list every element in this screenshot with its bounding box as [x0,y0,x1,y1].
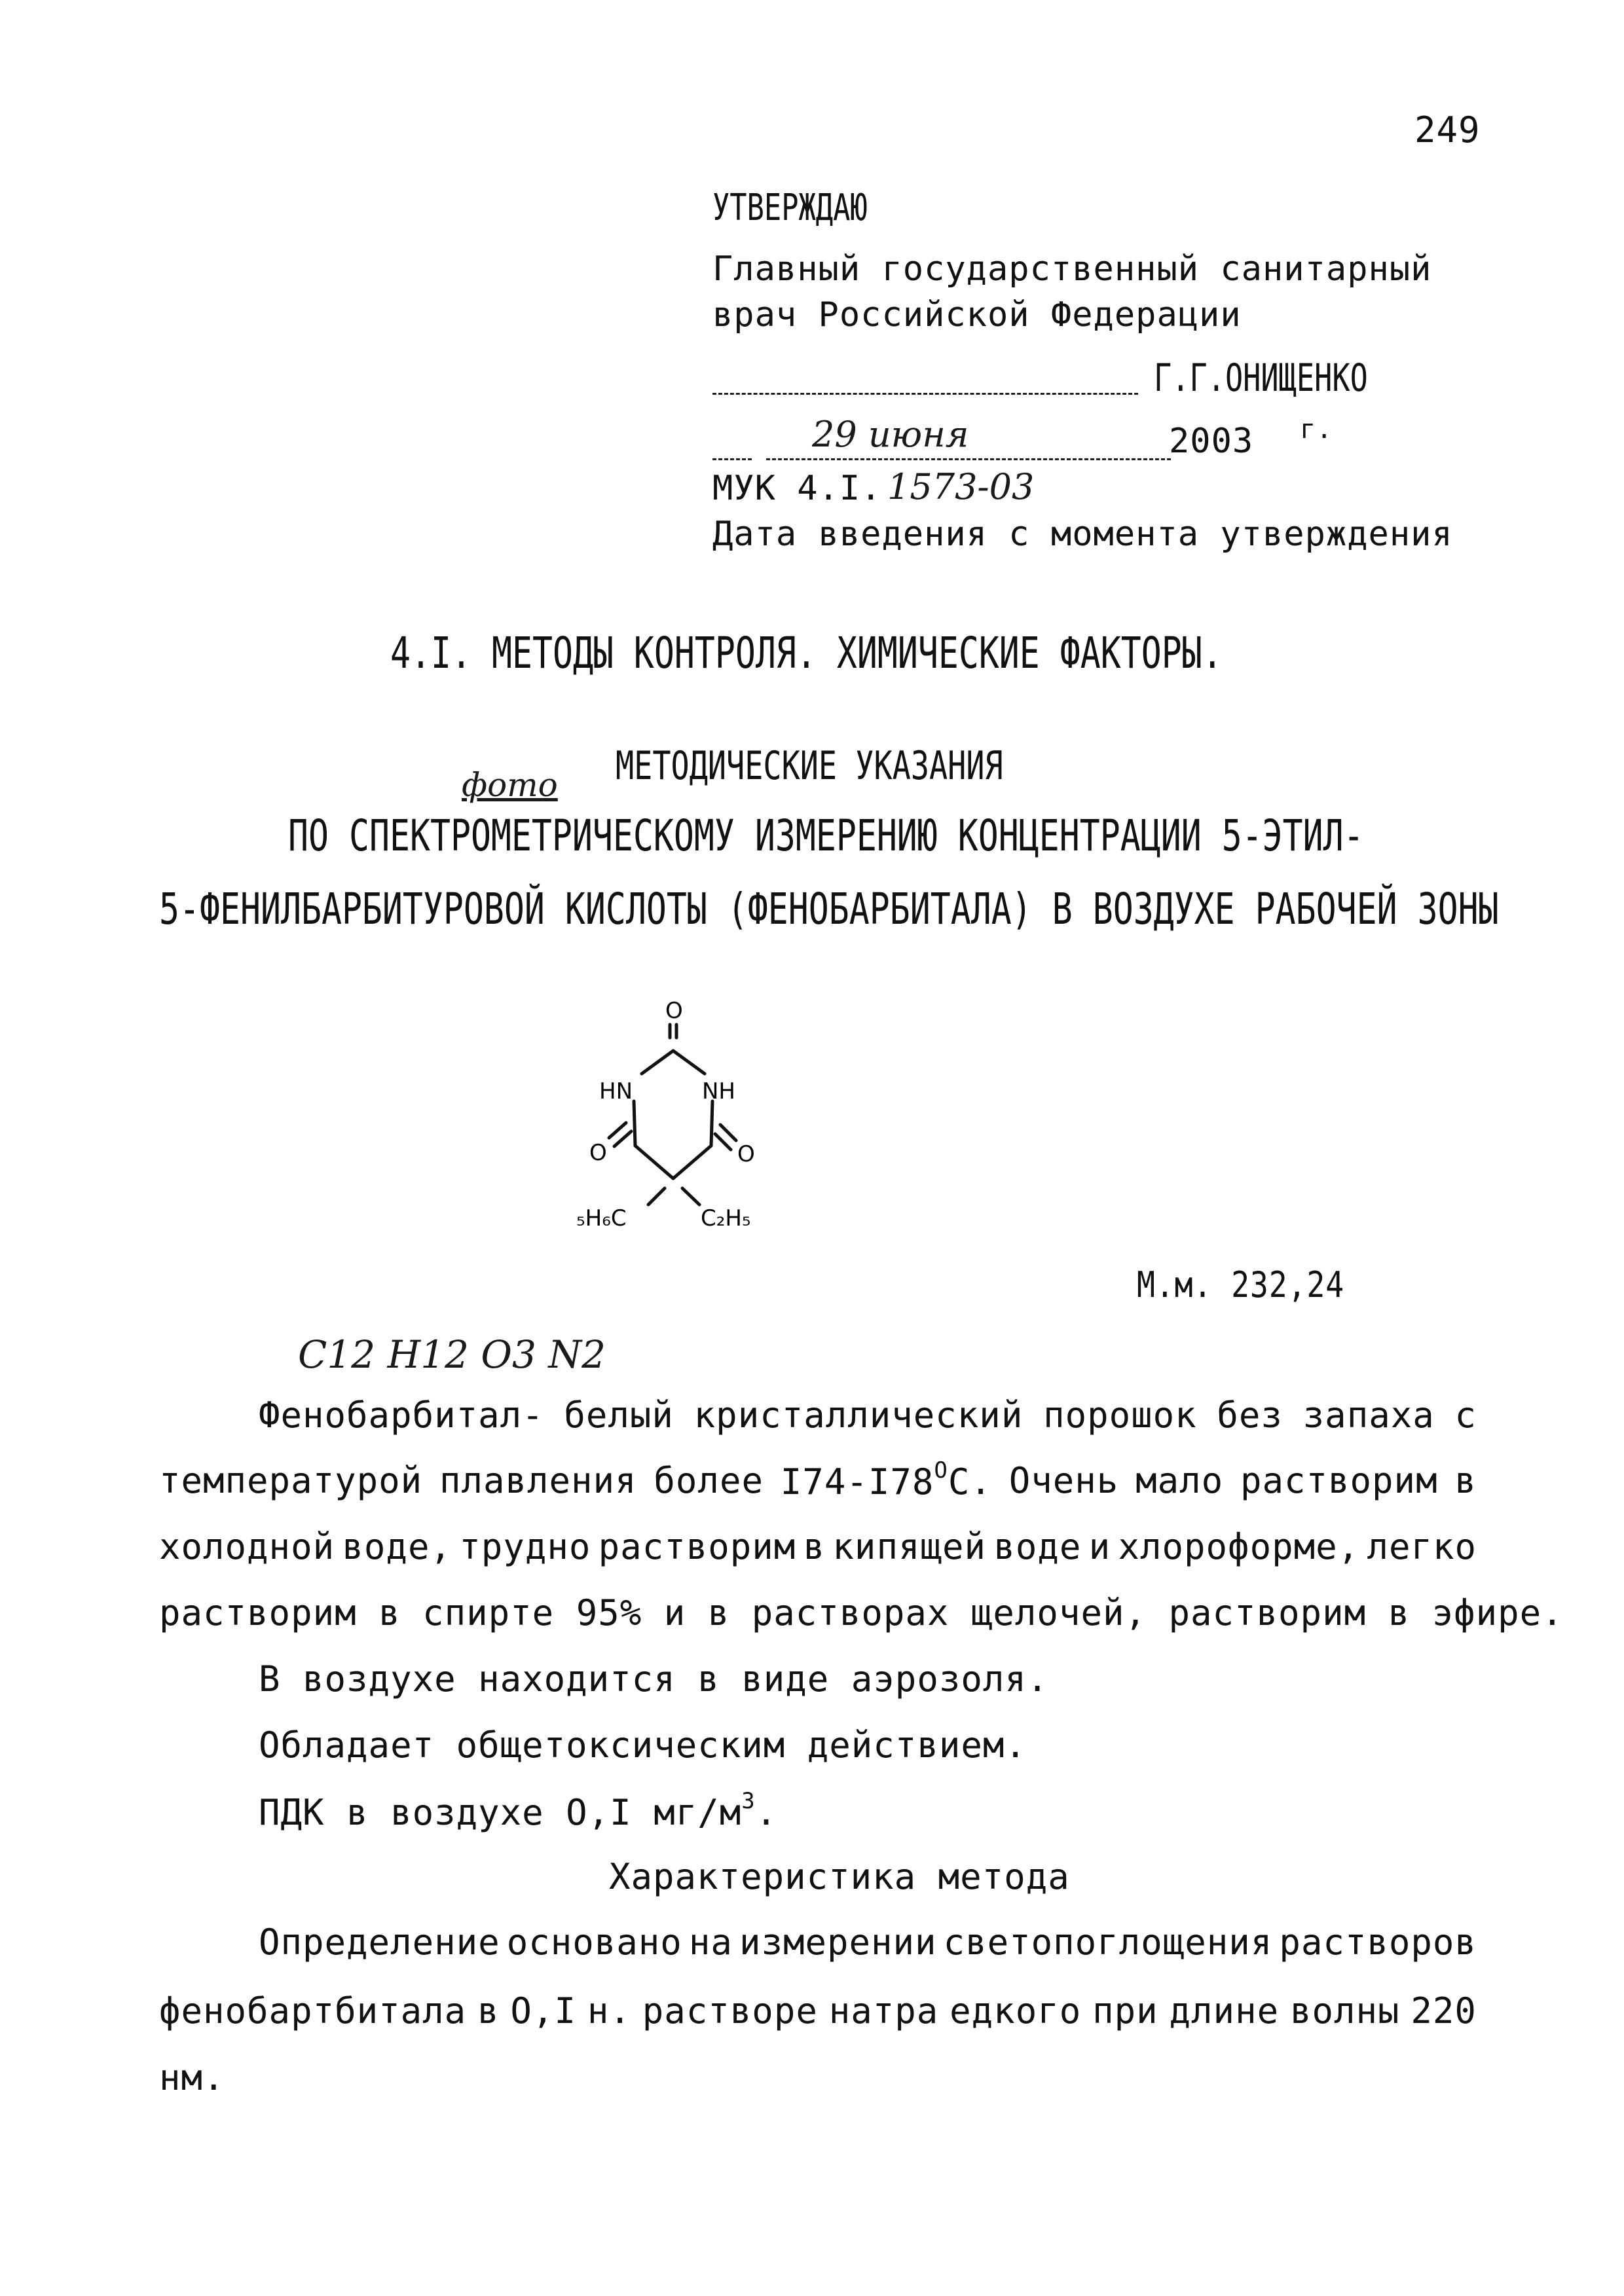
word: запаха [1302,1394,1435,1436]
description-line1 [259,1394,1477,1436]
word: без [1217,1394,1283,1436]
description-line3 [159,1526,1477,1567]
approval-year: 2003 [1169,422,1254,461]
method-line2 [159,1990,1477,2032]
handwritten-date: 29 июня [812,414,969,455]
word: кипящей [832,1526,986,1567]
word: трудно [459,1526,591,1567]
word: в [803,1526,826,1567]
word: плавления [439,1460,637,1501]
word: фенобартбитала [159,1990,467,2032]
molecular-mass: М.м. 232,24 [1137,1264,1345,1305]
word: и [1088,1526,1111,1567]
effective-date: Дата введения с момента утверждения [712,515,1453,554]
word: 220 [1411,1990,1477,2032]
method-line3: нм. [159,2057,225,2098]
word: при [1092,1990,1158,2032]
atom-hn: HN [599,1078,633,1104]
word: основано [506,1922,682,1963]
description-line4: растворим в спирте 95% и в растворах щелочей, растворим в эфире. [159,1592,1564,1633]
word: натра [828,1990,939,2032]
method-line1 [259,1922,1477,1963]
section-title: 4.I. МЕТОДЫ КОНТРОЛЯ. ХИМИЧЕСКИЕ ФАКТОРЫ. [390,628,1223,678]
approval-position-line1: Главный государственный санитарный [712,249,1432,289]
muk-prefix: МУК 4.I. [712,469,882,508]
signatory-name: Г.Г.ОНИЩЕНКО [1154,355,1368,400]
word: температурой [159,1460,423,1501]
word: растворов [1279,1922,1477,1963]
date-line-prefix [712,458,752,460]
handwritten-insert: фото [462,766,558,804]
fact-aerosol: В воздухе находится в виде аэрозоля. [259,1658,1049,1700]
melt-range-value: I74-I78 [780,1461,934,1503]
word: белый [564,1394,674,1436]
word: измерении [739,1922,937,1963]
word: растворим [598,1526,796,1567]
description-line2 [159,1457,1477,1503]
degree-unit: C. [948,1461,992,1503]
word: светопоглощения [943,1922,1273,1963]
melting-range [780,1457,992,1503]
doc-title-line2: ПО СПЕКТРОМЕТРИЧЕСКОМУ ИЗМЕРЕНИЮ КОНЦЕНТРАЦИИ 5-ЭТИЛ- [288,811,1364,861]
word: О,I [510,1990,576,2032]
substituent-ethyl: C₂H₅ [701,1205,751,1231]
page-number: 249 [1414,109,1481,151]
word: Очень [1008,1460,1119,1501]
fact-mac [259,1788,778,1833]
approval-position-line2: врач Российской Федерации [712,295,1242,335]
mac-end: . [755,1792,778,1833]
word: легко [1367,1526,1477,1567]
word: на [688,1922,733,1963]
word: воде [993,1526,1082,1567]
word: в [1454,1460,1477,1501]
atom-nh: NH [702,1078,735,1104]
word: растворим [1240,1460,1438,1501]
atom-o-right: O [737,1141,755,1167]
word: с [1454,1394,1477,1436]
doc-title-line1: МЕТОДИЧЕСКИЕ УКАЗАНИЯ [616,743,1003,789]
method-heading: Характеристика метода [609,1856,1070,1897]
word: Фенобарбитал- [259,1394,544,1436]
word: холодной [159,1526,335,1567]
word: волны [1289,1990,1400,2032]
date-line [766,458,1171,460]
word: более [654,1460,764,1501]
word: растворе [642,1990,818,2032]
phenobarbital-structure-diagram [550,989,812,1237]
word: в [477,1990,500,2032]
mac-text: ПДК в воздухе О,I мг/м [259,1792,742,1833]
muk-number: 1573-03 [887,466,1035,507]
approval-heading: УТВЕРЖДАЮ [712,187,868,229]
degree-sign: O [934,1457,948,1484]
word: Определение [259,1922,500,1963]
word: длине [1169,1990,1280,2032]
signature-line [712,393,1138,395]
structural-formula [550,989,812,1237]
word: едкого [950,1990,1082,2032]
mac-superscript: 3 [741,1788,756,1814]
substituent-phenyl: ₅H₆C [576,1205,627,1231]
doc-title-line3: 5-ФЕНИЛБАРБИТУРОВОЙ КИСЛОТЫ (ФЕНОБАРБИТАЛА) В ВОЗДУХЕ РАБОЧЕЙ ЗОНЫ [159,884,1499,934]
atom-o-left: O [589,1140,607,1166]
word: кристаллический [693,1394,1024,1436]
word: хлороформе, [1118,1526,1360,1567]
word: мало [1135,1460,1224,1501]
word: н. [587,1990,631,2032]
atom-o-top: O [665,998,683,1024]
handwritten-formula: C12 H12 O3 N2 [298,1332,606,1377]
fact-toxicity: Обладает общетоксическим действием. [259,1724,1027,1766]
word: порошок [1043,1394,1197,1436]
approval-year-suffix: г. [1300,414,1333,445]
word: воде, [342,1526,452,1567]
